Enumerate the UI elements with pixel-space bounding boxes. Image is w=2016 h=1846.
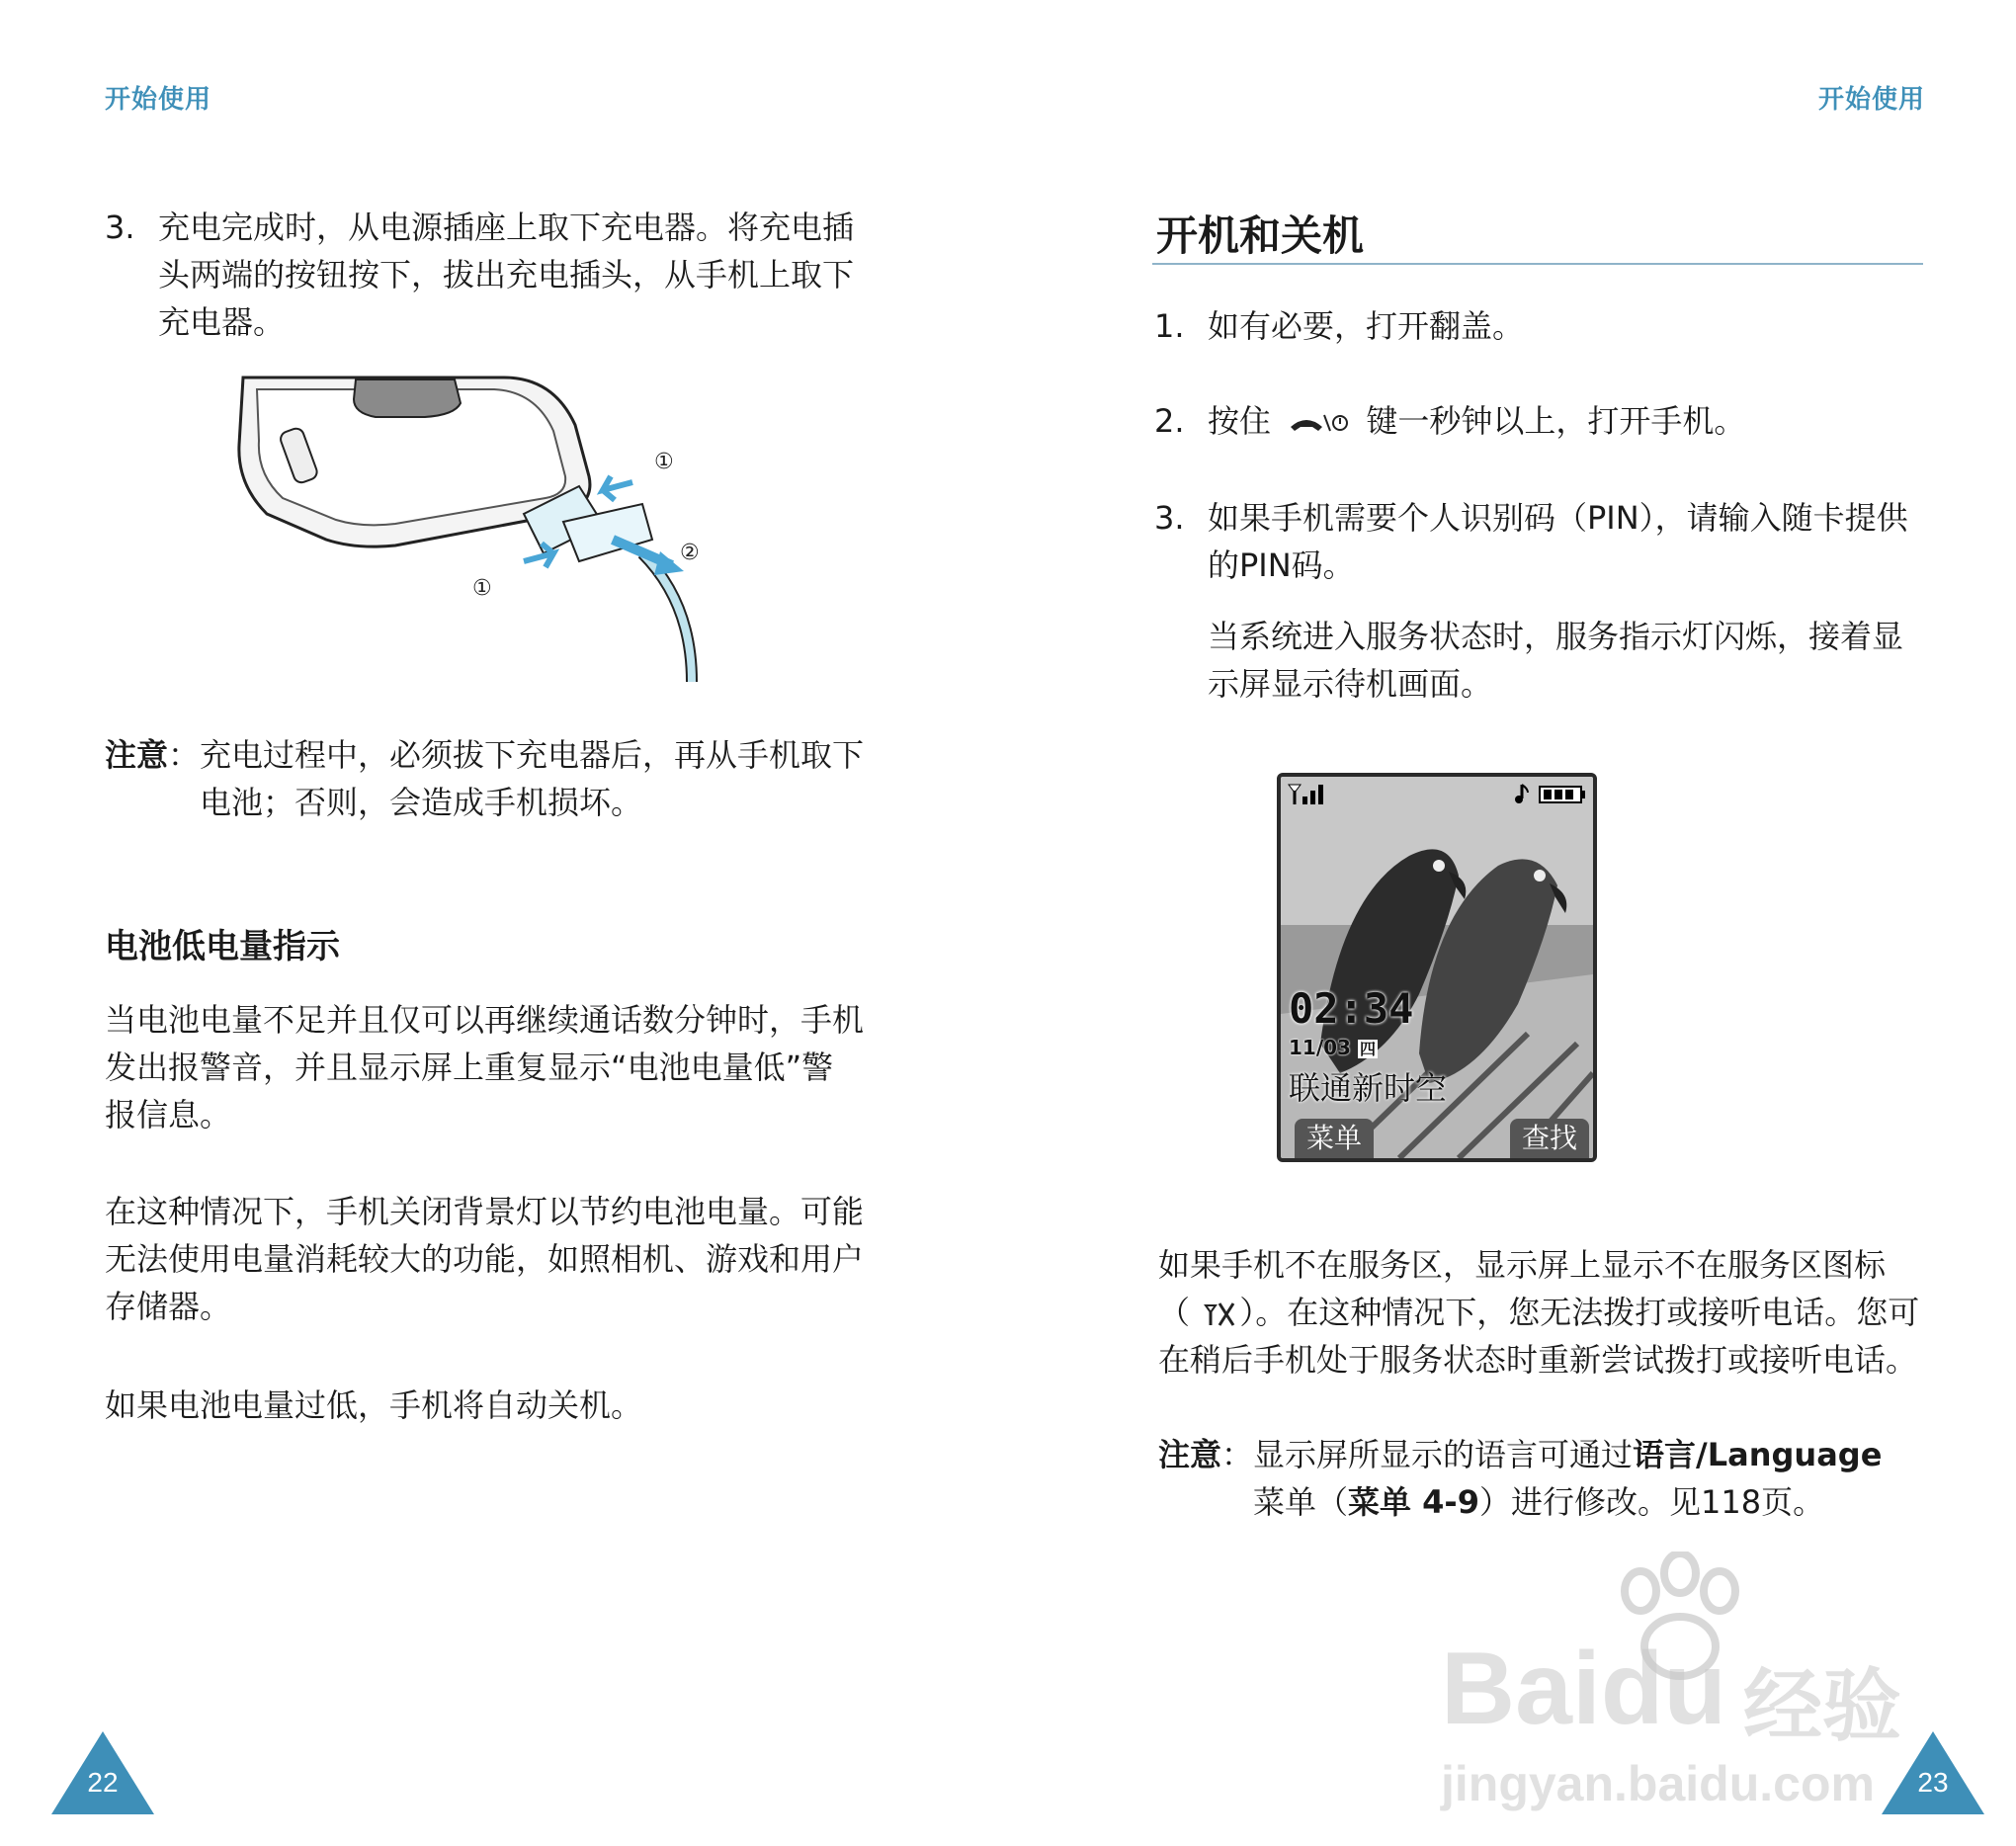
note-label: 注意 xyxy=(1158,1436,1222,1473)
note-separator: ： xyxy=(1221,1436,1254,1473)
paragraph: 如果电池电量过低，手机将自动关机。 xyxy=(105,1386,643,1424)
paragraph xyxy=(105,1188,974,1330)
paragraph-line: 当电池电量不足并且仅可以再继续通话数分钟时，手机 xyxy=(105,1001,865,1039)
step-text: 如有必要，打开翻盖。 xyxy=(1208,307,1525,345)
step-text-line: 的PIN码。 xyxy=(1208,546,1355,584)
running-head: 开始使用 xyxy=(1818,85,1926,115)
step-3 xyxy=(1154,494,1984,708)
title-rule xyxy=(1152,263,1923,265)
note-text-line: 电池；否则，会造成手机损坏。 xyxy=(200,784,643,821)
step-3 xyxy=(105,204,955,346)
note-label: 注意 xyxy=(105,736,169,774)
watermark-text: Bai xyxy=(1441,1632,1601,1746)
softkey-search[interactable]: 查找 xyxy=(1510,1119,1589,1158)
paren-open: （ xyxy=(1158,1294,1191,1331)
paragraph-line: 发出报警音，并且显示屏上重复显示“电池电量低”警 xyxy=(105,1049,834,1086)
step-text-line: 充电完成时，从电源插座上取下充电器。将充电插 xyxy=(158,209,855,246)
weekday-badge: 四 xyxy=(1359,1040,1376,1058)
step-text-line: 头两端的按钮按下，拔出充电插头，从手机上取下 xyxy=(158,256,855,294)
charger-illustration xyxy=(227,366,741,682)
paragraph xyxy=(105,996,974,1138)
figure-callout: ① xyxy=(654,450,674,474)
date-text: 11/03 xyxy=(1289,1036,1351,1059)
step-subtext-line: 示屏显示待机画面。 xyxy=(1208,665,1493,703)
power-end-key-icon xyxy=(1287,409,1350,437)
step-subtext-line: 当系统进入服务状态时，服务指示灯闪烁，接着显 xyxy=(1208,618,1904,655)
paragraph-line: 在稍后手机处于服务状态时重新尝试拨打或接听电话。 xyxy=(1158,1341,1918,1379)
note-text-line: 充电过程中，必须拔下充电器后，再从手机取下 xyxy=(200,736,865,774)
paragraph-line: 在这种情况下，手机关闭背景灯以节约电池电量。可能 xyxy=(105,1193,865,1230)
page-title: 开机和关机 xyxy=(1156,211,1365,260)
watermark-brand-cn: 经验 xyxy=(1743,1662,1901,1750)
page-number: 22 xyxy=(87,1767,119,1798)
no-service-icon xyxy=(1200,1300,1239,1329)
step-number: 3. xyxy=(1154,499,1185,537)
paragraph-line: 无法使用电量消耗较大的功能，如照相机、游戏和用户 xyxy=(105,1240,865,1278)
page-number: 23 xyxy=(1917,1767,1949,1798)
watermark-text: du xyxy=(1600,1632,1726,1746)
note-menu-ref: 菜单 4-9 xyxy=(1348,1483,1479,1521)
step-text: 按住 xyxy=(1208,402,1272,440)
paragraph-line: 报信息。 xyxy=(105,1096,232,1133)
signal-strength-icon xyxy=(1287,781,1332,806)
clock-time: 02:34 xyxy=(1289,984,1414,1033)
note-text: ）进行修改。见118页。 xyxy=(1478,1483,1825,1521)
note-menu-name: 语言/Language xyxy=(1633,1436,1883,1473)
paragraph-line xyxy=(1158,1289,1988,1336)
paragraph-line: 存储器。 xyxy=(105,1288,232,1325)
figure-callout: ② xyxy=(680,541,700,565)
clock-date xyxy=(1289,1036,1378,1059)
note-block xyxy=(105,731,955,826)
watermark-brand xyxy=(1441,1631,1726,1748)
step-2 xyxy=(1154,397,1965,445)
paragraph-line: 如果手机不在服务区，显示屏上显示不在服务区图标 xyxy=(1158,1246,1887,1284)
paragraph xyxy=(1158,1241,1988,1384)
step-number: 1. xyxy=(1154,307,1185,345)
step-1 xyxy=(1154,302,1965,350)
step-number: 3. xyxy=(105,209,135,246)
phone-standby-screen xyxy=(1277,773,1597,1162)
watermark-url: jingyan.baidu.com xyxy=(1441,1756,1875,1811)
softkey-menu[interactable]: 菜单 xyxy=(1295,1119,1374,1158)
charger-plug-drawing xyxy=(524,486,692,682)
figure-callout: ① xyxy=(472,576,492,601)
note-text: 菜单（ xyxy=(1253,1483,1349,1521)
step-number: 2. xyxy=(1154,402,1185,440)
running-head: 开始使用 xyxy=(105,85,212,115)
section-title: 电池低电量指示 xyxy=(105,927,340,966)
step-text-line: 如果手机需要个人识别码（PIN），请输入随卡提供 xyxy=(1208,499,1908,537)
note-text: 显示屏所显示的语言可通过 xyxy=(1253,1436,1634,1473)
step-text: 键一秒钟以上，打开手机。 xyxy=(1366,402,1746,440)
note-block xyxy=(1158,1431,2008,1526)
operator-name: 联通新时空 xyxy=(1289,1069,1448,1107)
step-text-line: 充电器。 xyxy=(158,303,286,341)
right-page xyxy=(1008,0,2016,1846)
ringtone-and-battery-icon xyxy=(1514,781,1587,806)
note-separator: ： xyxy=(168,736,201,774)
paragraph-text: ）。在这种情况下，您无法拨打或接听电话。您可 xyxy=(1239,1294,1920,1331)
